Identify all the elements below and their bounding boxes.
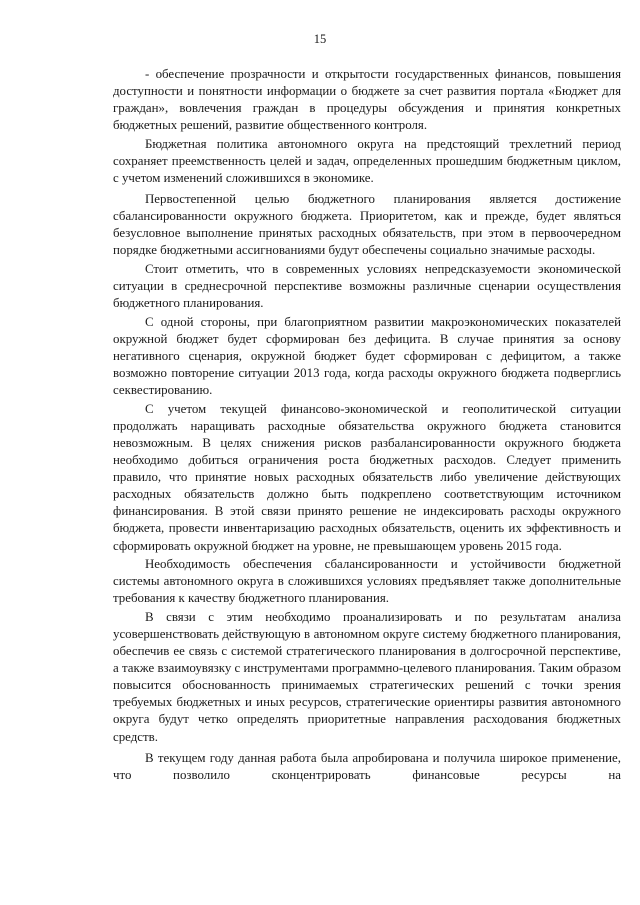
paragraph-scenarios: Стоит отметить, что в современных условиях непредсказуемости экономической ситуации в среднесрочной перспективе возможны различные сценарии осуществления бюджетного планирования. [113, 262, 621, 311]
paragraph-spending-limits: С учетом текущей финансово-экономической и геополитической ситуации продолжать наращивать расходные обязательства окружного бюджета становится невозможным. В целях снижения рисков разбалансированности окружного бюджета необходимо добиться ограничения роста бюджетных расходов. Следует применить правило, что принятие новых расходных обязательств либо увеличение действующих расходных обязательств должно быть подкреплено соответствующим источником финансирования. В этой связи принято решение не индексировать расходы окружного бюджета, провести инвентаризацию расходных обязательств, оценить их эффективность и сформировать окружной бюджет на уровне, не превышающем уровень 2015 года. [113, 401, 621, 553]
paragraph-budget-policy: Бюджетная политика автономного округа на предстоящий трехлетний период сохраняет преемственность целей и задач, определенных прошедшим бюджетным циклом, с учетом изменений сложившихся в экономике. [113, 136, 621, 186]
page-number: 15 [313, 32, 327, 46]
paragraph-strategic-planning: В связи с этим необходимо проанализировать и по результатам анализа усовершенствовать действующую в автономном округе систему бюджетного планирования, обеспечив ее связь с системой стратегического планирования в долгосрочной перспективе, а также взаимоувязку с инструментами программно-целевого планирования. Таким образом повысится обоснованность принимаемых стратегических решений с точки зрения требуемых бюджетных и иных ресурсов, стратегические ориентиры развития автономного округа будут четко определять приоритетные направления расходования бюджетных средств. [113, 609, 621, 744]
paragraph-current-year: В текущем году данная работа была апробирована и получила широкое применение, что позволило сконцентрировать финансовые ресурсы на [113, 750, 621, 782]
document-body [113, 66, 621, 785]
paragraph-deficit: С одной стороны, при благоприятном развитии макроэкономических показателей окружной бюджет будет сформирован без дефицита. В случае принятия за основу негативного сценария, окружной бюджет будет сформирован с дефицитом, а также возможно повторение ситуации 2013 года, когда расходы окружного бюджета подверглись секвестированию. [113, 314, 621, 398]
paragraph-balance-goal: Первостепенной целью бюджетного планирования является достижение сбалансированности окружного бюджета. Приоритетом, как и прежде, будет являться безусловное выполнение принятых расходных обязательств, при этом в первоочередном порядке бюджетными ассигнованиями будут обеспечены социально значимые расходы. [113, 192, 621, 258]
paragraph-transparency: - обеспечение прозрачности и открытости государственных финансов, повышения доступности и понятности информации о бюджете за счет развития портала «Бюджет для граждан», вовлечения граждан в процедуры обсуждения и принятия конкретных бюджетных решений, развитие общественного контроля. [113, 67, 621, 133]
paragraph-planning-requirements: Необходимость обеспечения сбалансированности и устойчивости бюджетной системы автономного округа в сложившихся условиях предъявляет также дополнительные требования к качеству бюджетного планирования. [113, 557, 621, 606]
